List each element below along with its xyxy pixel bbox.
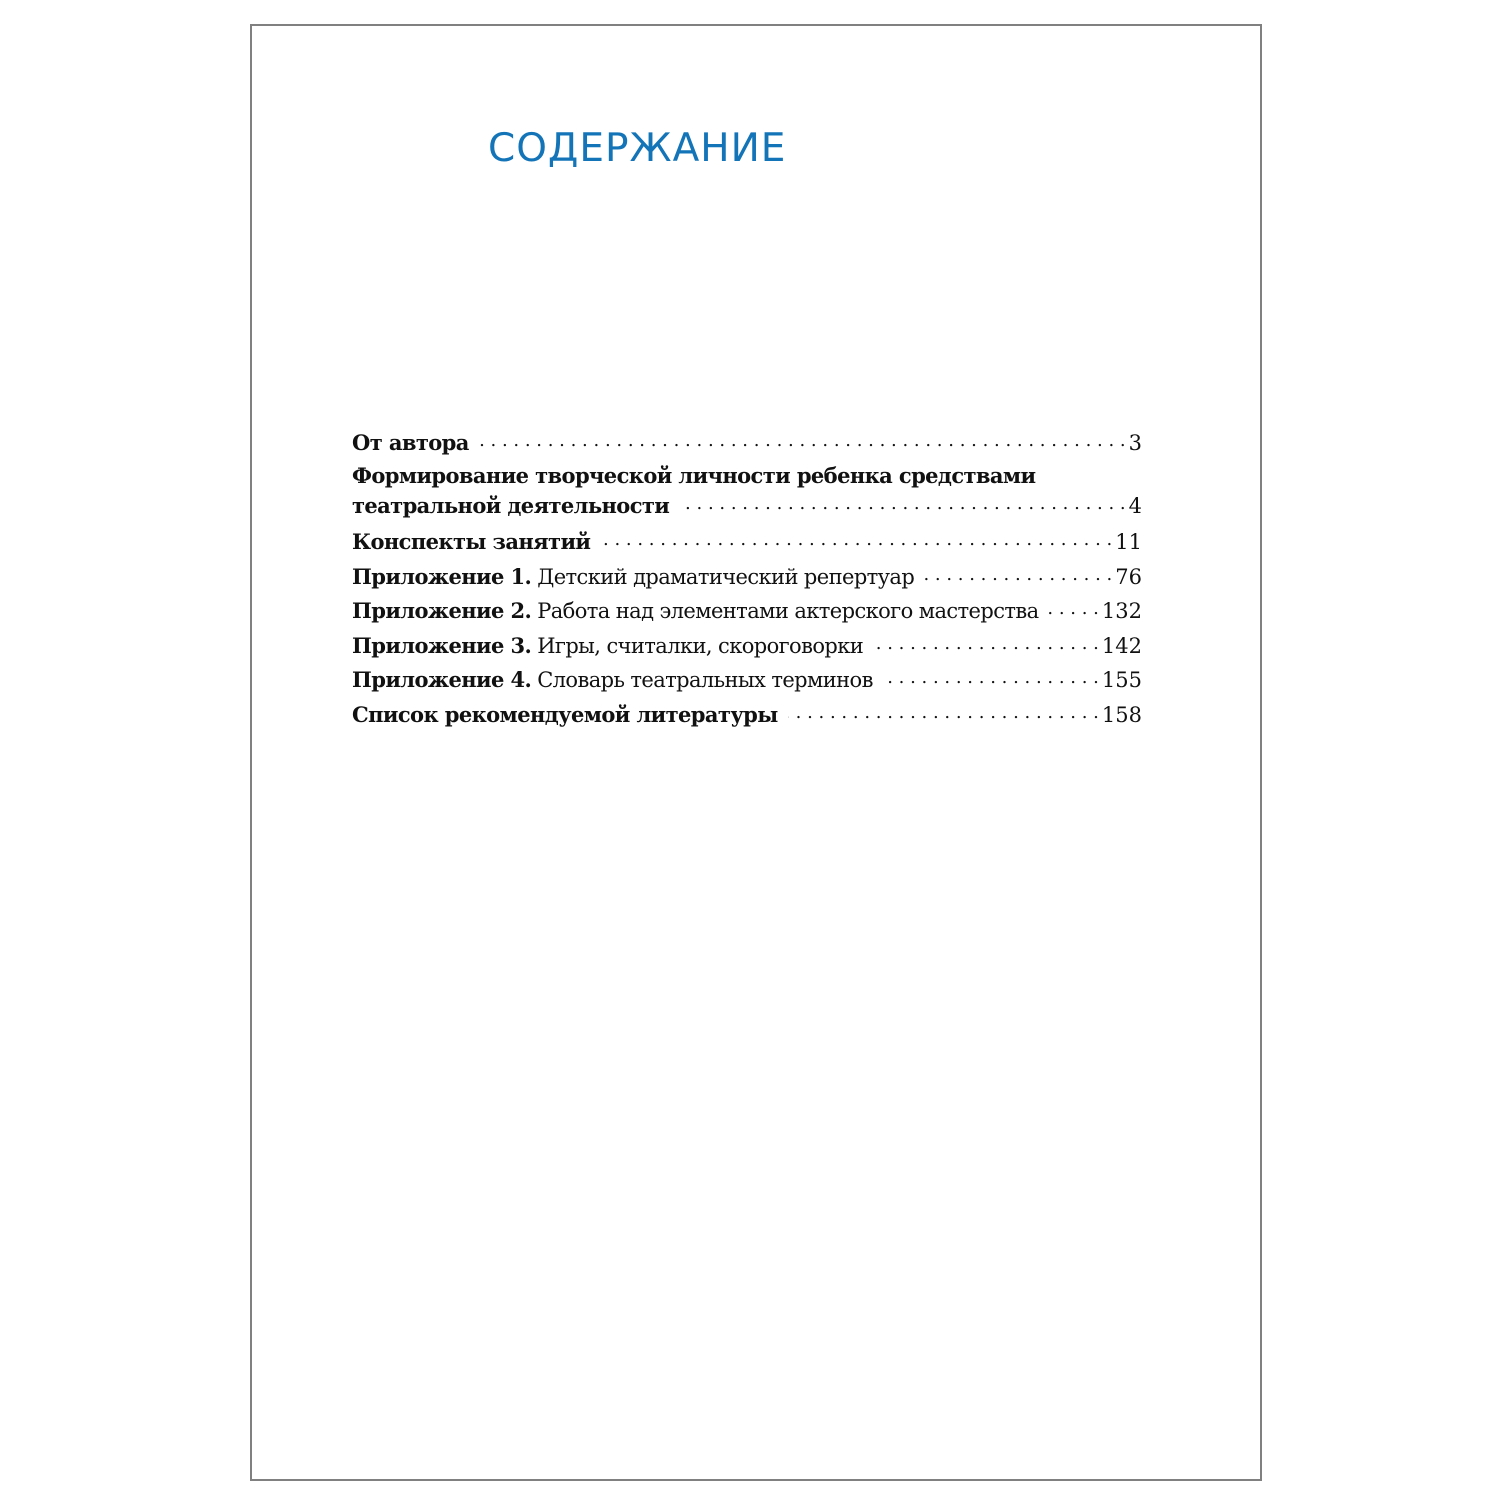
dot-leader — [679, 492, 1125, 513]
toc-entry-label: Приложение 1. — [352, 563, 532, 589]
toc-page-number: 11 — [1115, 530, 1142, 554]
toc-entry-label: Приложение 3. — [352, 632, 532, 658]
document-page — [250, 24, 1262, 1481]
toc-page-number: 76 — [1115, 564, 1142, 589]
page-title: СОДЕРЖАНИЕ — [488, 126, 787, 171]
toc-entry-formation[interactable] — [352, 461, 1142, 526]
toc-entry-appendix-2[interactable] — [352, 594, 1142, 629]
toc-entry-lesson-notes[interactable] — [352, 525, 1142, 560]
toc-entry-label: Приложение 4. — [352, 667, 532, 692]
toc-entry-from-author[interactable] — [352, 426, 1142, 461]
toc-entry-title-line2: театральной деятельности — [352, 492, 670, 518]
toc-entry-title: Конспекты занятий — [352, 529, 591, 554]
toc-entry-title: Словарь театральных терминов — [537, 668, 873, 692]
toc-entry-appendix-1[interactable] — [352, 560, 1142, 595]
toc-entry-title: От автора — [352, 430, 469, 455]
toc-page-number: 158 — [1101, 702, 1142, 727]
dot-leader — [883, 666, 1099, 687]
toc-entry-title: Список рекомендуемой литературы — [352, 701, 778, 727]
dot-leader — [873, 632, 1099, 653]
table-of-contents — [352, 426, 1142, 732]
dot-leader — [600, 528, 1112, 549]
toc-entry-title: Работа над элементами актерского мастерства — [537, 599, 1039, 623]
toc-page-number: 142 — [1101, 633, 1142, 658]
toc-page-number: 155 — [1101, 668, 1142, 692]
toc-entry-label: Приложение 2. — [352, 598, 532, 623]
dot-leader — [1049, 597, 1099, 618]
toc-entry-title: Игры, считалки, скороговорки — [537, 633, 864, 658]
dot-leader — [479, 429, 1126, 450]
toc-page-number: 132 — [1101, 599, 1142, 623]
toc-page-number: 4 — [1128, 493, 1142, 518]
toc-entry-appendix-4[interactable] — [352, 663, 1142, 698]
dot-leader — [924, 563, 1112, 584]
dot-leader — [788, 701, 1099, 722]
toc-entry-title-line1: Формирование творческой личности ребенка средствами — [352, 462, 1036, 488]
toc-entry-title: Детский драматический репертуар — [537, 564, 915, 589]
toc-page-number: 3 — [1128, 431, 1142, 455]
toc-entry-references[interactable] — [352, 698, 1142, 733]
toc-entry-appendix-3[interactable] — [352, 629, 1142, 664]
